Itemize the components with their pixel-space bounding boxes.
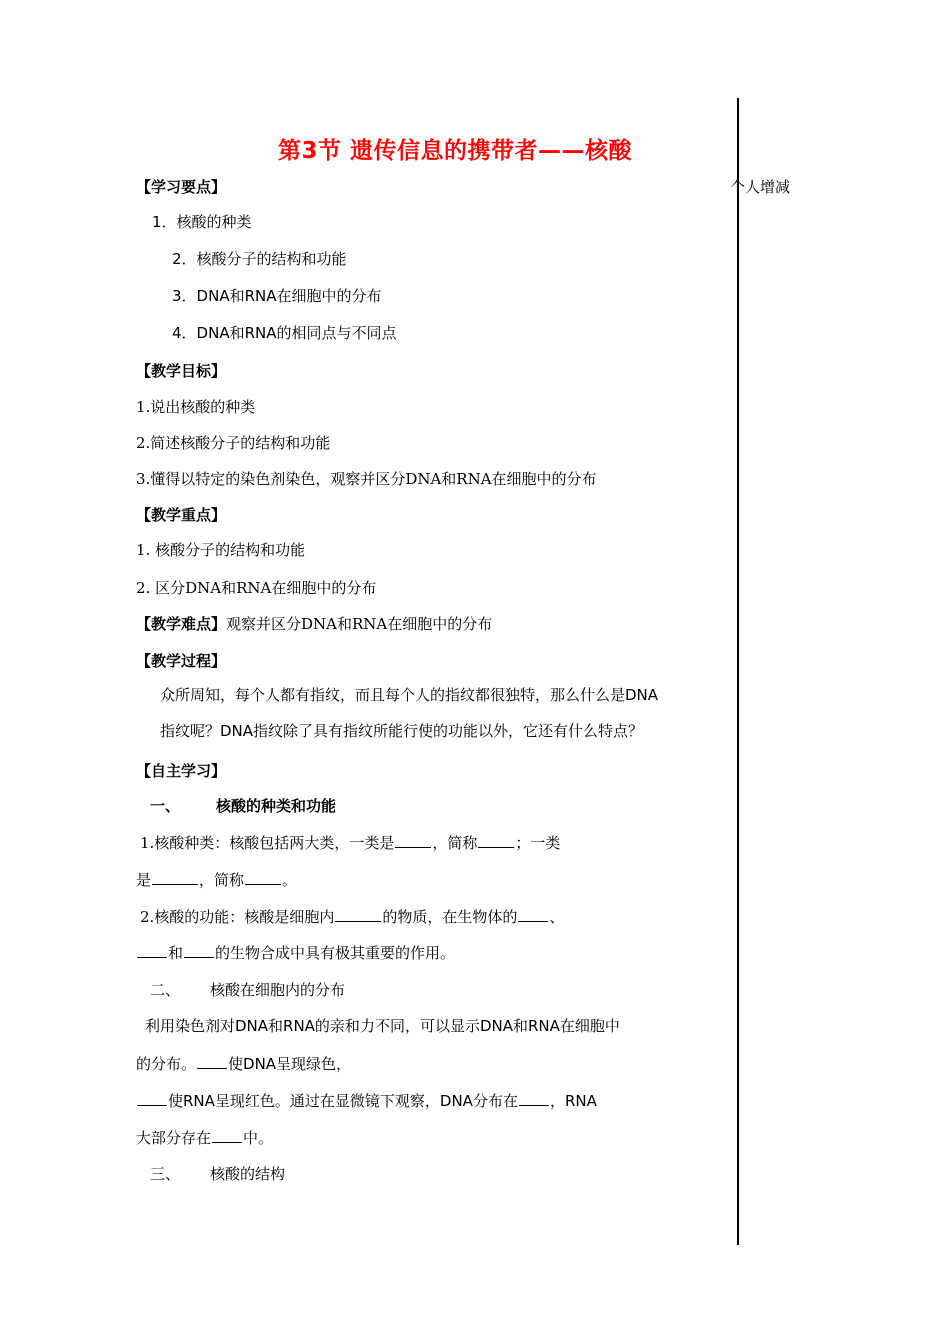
section-two-heading xyxy=(150,980,345,1000)
focus-item: 1. 核酸分子的结构和功能 xyxy=(136,541,306,559)
section-one-heading xyxy=(150,796,336,816)
difficulty-text: 观察并区分DNA和RNA在细胞中的分布 xyxy=(226,615,493,633)
process-paragraph-line: 众所周知，每个人都有指纹，而且每个人的指纹都很独特，那么什么是DNA xyxy=(160,686,659,704)
section-one-number: 一、 xyxy=(150,797,181,815)
process-paragraph-line: 指纹呢？DNA指纹除了具有指纹所能行使的功能以外，它还有什么特点？ xyxy=(160,722,644,740)
objective-item: 3.懂得以特定的染色剂染色，观察并区分DNA和RNA在细胞中的分布 xyxy=(136,470,597,488)
section-two-number: 二、 xyxy=(150,981,181,999)
fill-blank[interactable] xyxy=(518,906,548,922)
key-points-heading: 【学习要点】 xyxy=(136,178,227,196)
section-two-paragraph-line: 使RNA呈现红色。通过在显微镜下观察，DNA分布在 ，RNA xyxy=(136,1090,597,1111)
difficulty-line xyxy=(136,614,492,634)
page-title: 第3节 遗传信息的携带者——核酸 xyxy=(278,138,633,164)
fill-blank[interactable] xyxy=(395,832,431,848)
section-two-title: 核酸在细胞内的分布 xyxy=(210,981,346,999)
side-note-label: 个人增减 xyxy=(730,178,791,196)
objective-item: 1.说出核酸的种类 xyxy=(136,398,256,416)
section-three-number: 三、 xyxy=(150,1165,181,1183)
self-study-heading: 【自主学习】 xyxy=(136,762,227,780)
fill-blank[interactable] xyxy=(478,832,514,848)
question-one-line: 1.核酸种类：核酸包括两大类，一类是 ，简称 ；一类 xyxy=(140,834,561,852)
fill-blank[interactable] xyxy=(184,942,214,958)
question-two-line: 2.核酸的功能：核酸是细胞内 的物质，在生物体的 、 xyxy=(140,908,565,926)
fill-blank[interactable] xyxy=(245,869,281,885)
section-three-title: 核酸的结构 xyxy=(210,1165,286,1183)
section-two-paragraph-line: 的分布。 使DNA呈现绿色， xyxy=(136,1055,352,1073)
question-two-line: 和 的生物合成中具有极其重要的作用。 xyxy=(136,942,455,963)
fill-blank[interactable] xyxy=(335,906,381,922)
fill-blank[interactable] xyxy=(519,1090,549,1106)
objectives-heading: 【教学目标】 xyxy=(136,362,227,380)
fill-blank[interactable] xyxy=(137,942,167,958)
focus-heading: 【教学重点】 xyxy=(136,506,227,524)
objective-item: 2.简述核酸分子的结构和功能 xyxy=(136,434,331,452)
key-point-item: 1．核酸的种类 xyxy=(152,213,252,231)
fill-blank[interactable] xyxy=(152,869,198,885)
margin-divider-line xyxy=(737,98,739,1245)
section-two-paragraph-line: 大部分存在 中。 xyxy=(136,1129,274,1147)
key-point-item: 2．核酸分子的结构和功能 xyxy=(172,250,347,268)
process-heading: 【教学过程】 xyxy=(136,652,227,670)
section-one-title: 核酸的种类和功能 xyxy=(216,797,337,815)
fill-blank[interactable] xyxy=(212,1127,242,1143)
section-two-paragraph-line: 利用染色剂对DNA和RNA的亲和力不同，可以显示DNA和RNA在细胞中 xyxy=(145,1017,620,1035)
question-one-line: 是 ，简称 。 xyxy=(136,871,298,889)
fill-blank[interactable] xyxy=(137,1090,167,1106)
difficulty-heading: 【教学难点】 xyxy=(136,615,227,633)
section-three-heading xyxy=(150,1164,285,1184)
fill-blank[interactable] xyxy=(197,1053,227,1069)
focus-item: 2. 区分DNA和RNA在细胞中的分布 xyxy=(136,579,377,597)
key-point-item: 3．DNA和RNA在细胞中的分布 xyxy=(172,287,382,305)
key-point-item: 4．DNA和RNA的相同点与不同点 xyxy=(172,324,397,342)
